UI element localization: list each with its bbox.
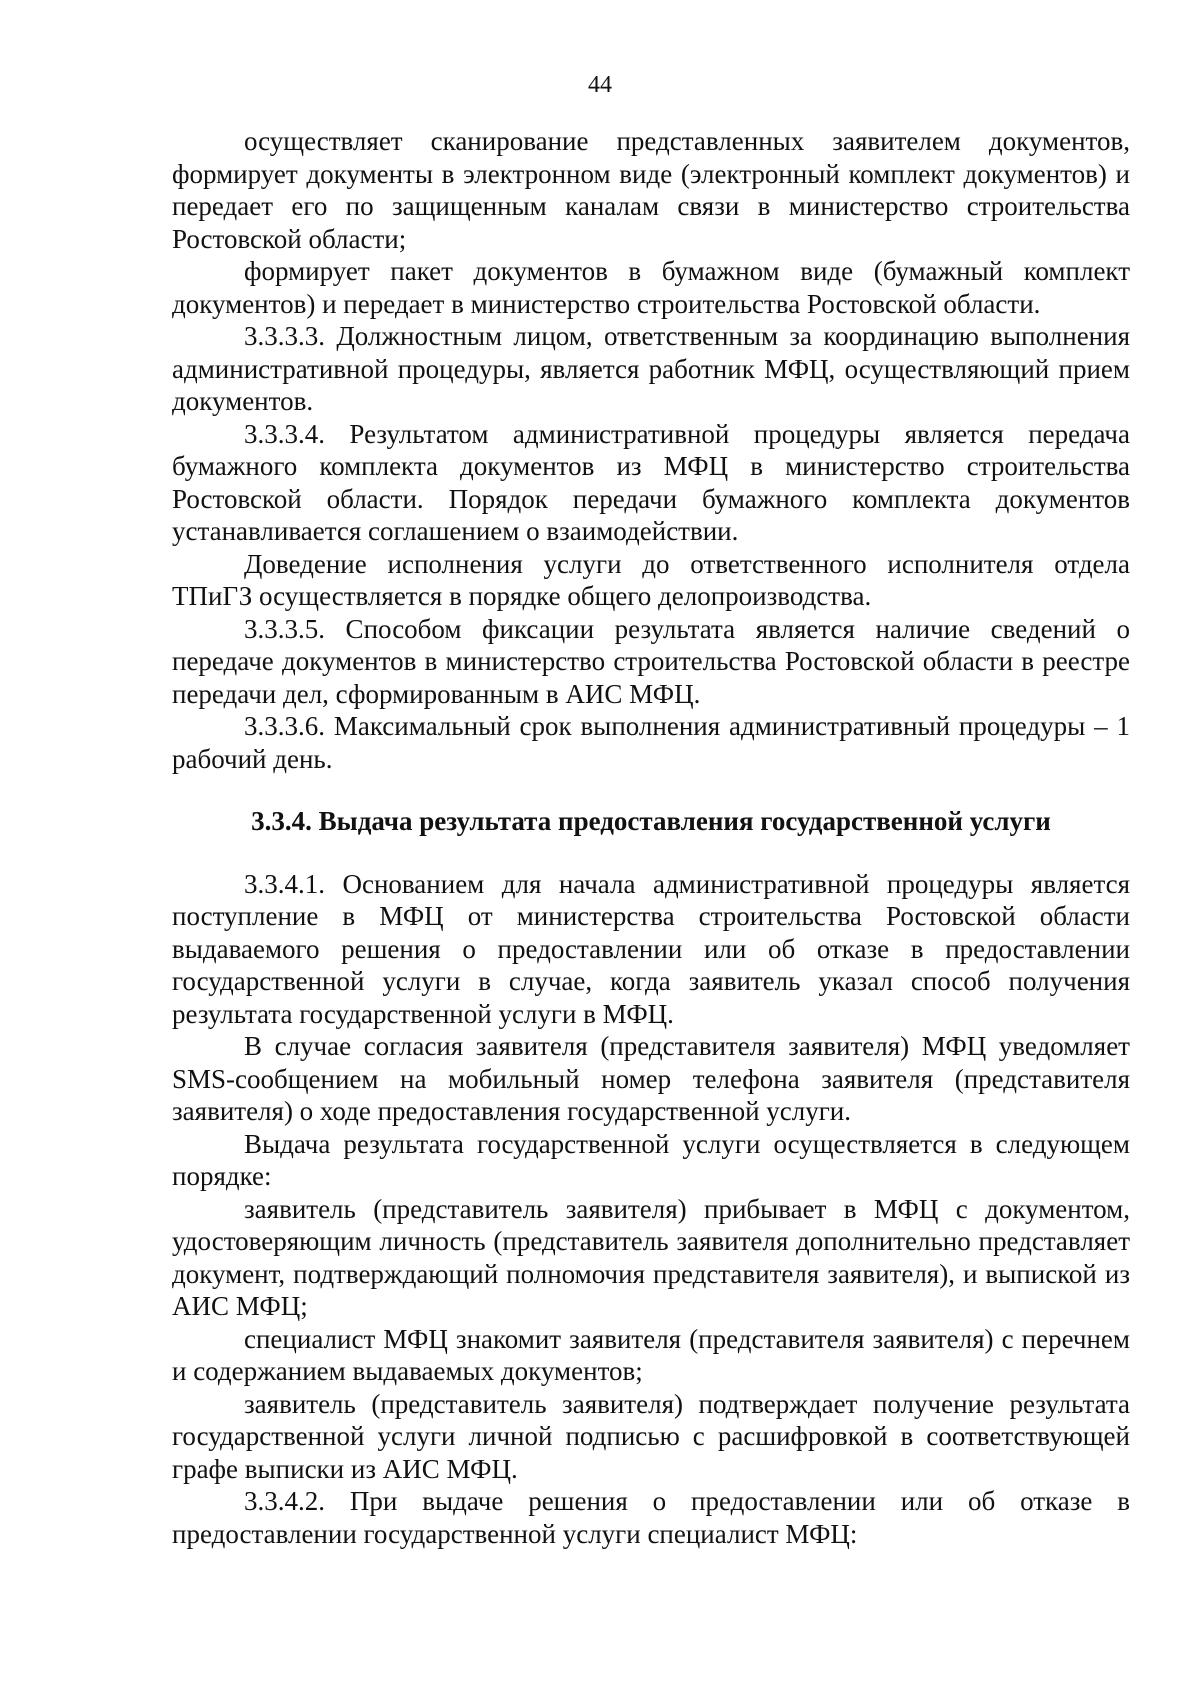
section-spacer [172, 775, 1130, 805]
section-heading-3-3-4: 3.3.4. Выдача результата предоставления государственной услуги [251, 806, 1051, 836]
paragraph-3-3-3-6: 3.3.3.6. Максимальный срок выполнения административный процедуры – 1 рабочий день. [172, 711, 1130, 774]
section-spacer [172, 838, 1130, 868]
paragraph-scanning: осуществляет сканирование представленных заявителем документов, формирует документы в электронном виде (электронный комплект документов) и передает его по защищенным каналам связи в министерство строительства Ростовской области; [172, 126, 1130, 254]
paragraph-3-3-3-4: 3.3.3.4. Результатом административной процедуры является передача бумажного комплекта документов из МФЦ в министерство строительства Ростовской области. Порядок передачи бумажного комплекта документов устанавливается соглашением о взаимодействии. [172, 418, 1130, 546]
paragraph-paper-package: формирует пакет документов в бумажном виде (бумажный комплект документов) и передает в министерство строительства Ростовской области. [172, 256, 1130, 319]
paragraph-3-3-4-2: 3.3.4.2. При выдаче решения о предоставлении или об отказе в предоставлении государственной услуги специалист МФЦ: [172, 1486, 1130, 1549]
paragraph-applicant-arrives: заявитель (представитель заявителя) прибывает в МФЦ с документом, удостоверяющим личность (представитель заявителя дополнительно представляет документ, подтверждающий полномочия представителя заявителя), и выпиской из АИС МФЦ; [172, 1193, 1130, 1321]
paragraph-applicant-confirms: заявитель (представитель заявителя) подтверждает получение результата государственной услуги личной подписью с расшифровкой в соответствующей графе выписки из АИС МФЦ. [172, 1388, 1130, 1484]
paragraph-tpigz: Доведение исполнения услуги до ответственного исполнителя отдела ТПиГЗ осуществляется в порядке общего делопроизводства. [172, 548, 1130, 611]
page-number: 44 [588, 72, 612, 98]
paragraph-issue-order: Выдача результата государственной услуги осуществляется в следующем порядке: [172, 1128, 1130, 1191]
paragraph-specialist-introduces: специалист МФЦ знакомит заявителя (представителя заявителя) с перечнем и содержанием выдаваемых документов; [172, 1323, 1130, 1386]
paragraph-3-3-3-5: 3.3.3.5. Способом фиксации результата является наличие сведений о передаче документов в министерство строительства Ростовской области в реестре передачи дел, сформированным в АИС МФЦ. [172, 613, 1130, 709]
paragraph-sms-notification: В случае согласия заявителя (представителя заявителя) МФЦ уведомляет SMS-сообщением на мобильный номер телефона заявителя (представителя заявителя) о ходе предоставления государственной услуги. [172, 1031, 1130, 1126]
document-body [172, 125, 1130, 1550]
paragraph-3-3-4-1: 3.3.4.1. Основанием для начала административной процедуры является поступление в МФЦ от министерства строительства Ростовской области выдаваемого решения о предоставлении или об отказе в предоставлении государственной услуги в случае, когда заявитель указал способ получения результата государственной услуги в МФЦ. [172, 868, 1130, 1029]
paragraph-3-3-3-3: 3.3.3.3. Должностным лицом, ответственным за координацию выполнения административной процедуры, является работник МФЦ, осуществляющий прием документов. [172, 321, 1130, 416]
